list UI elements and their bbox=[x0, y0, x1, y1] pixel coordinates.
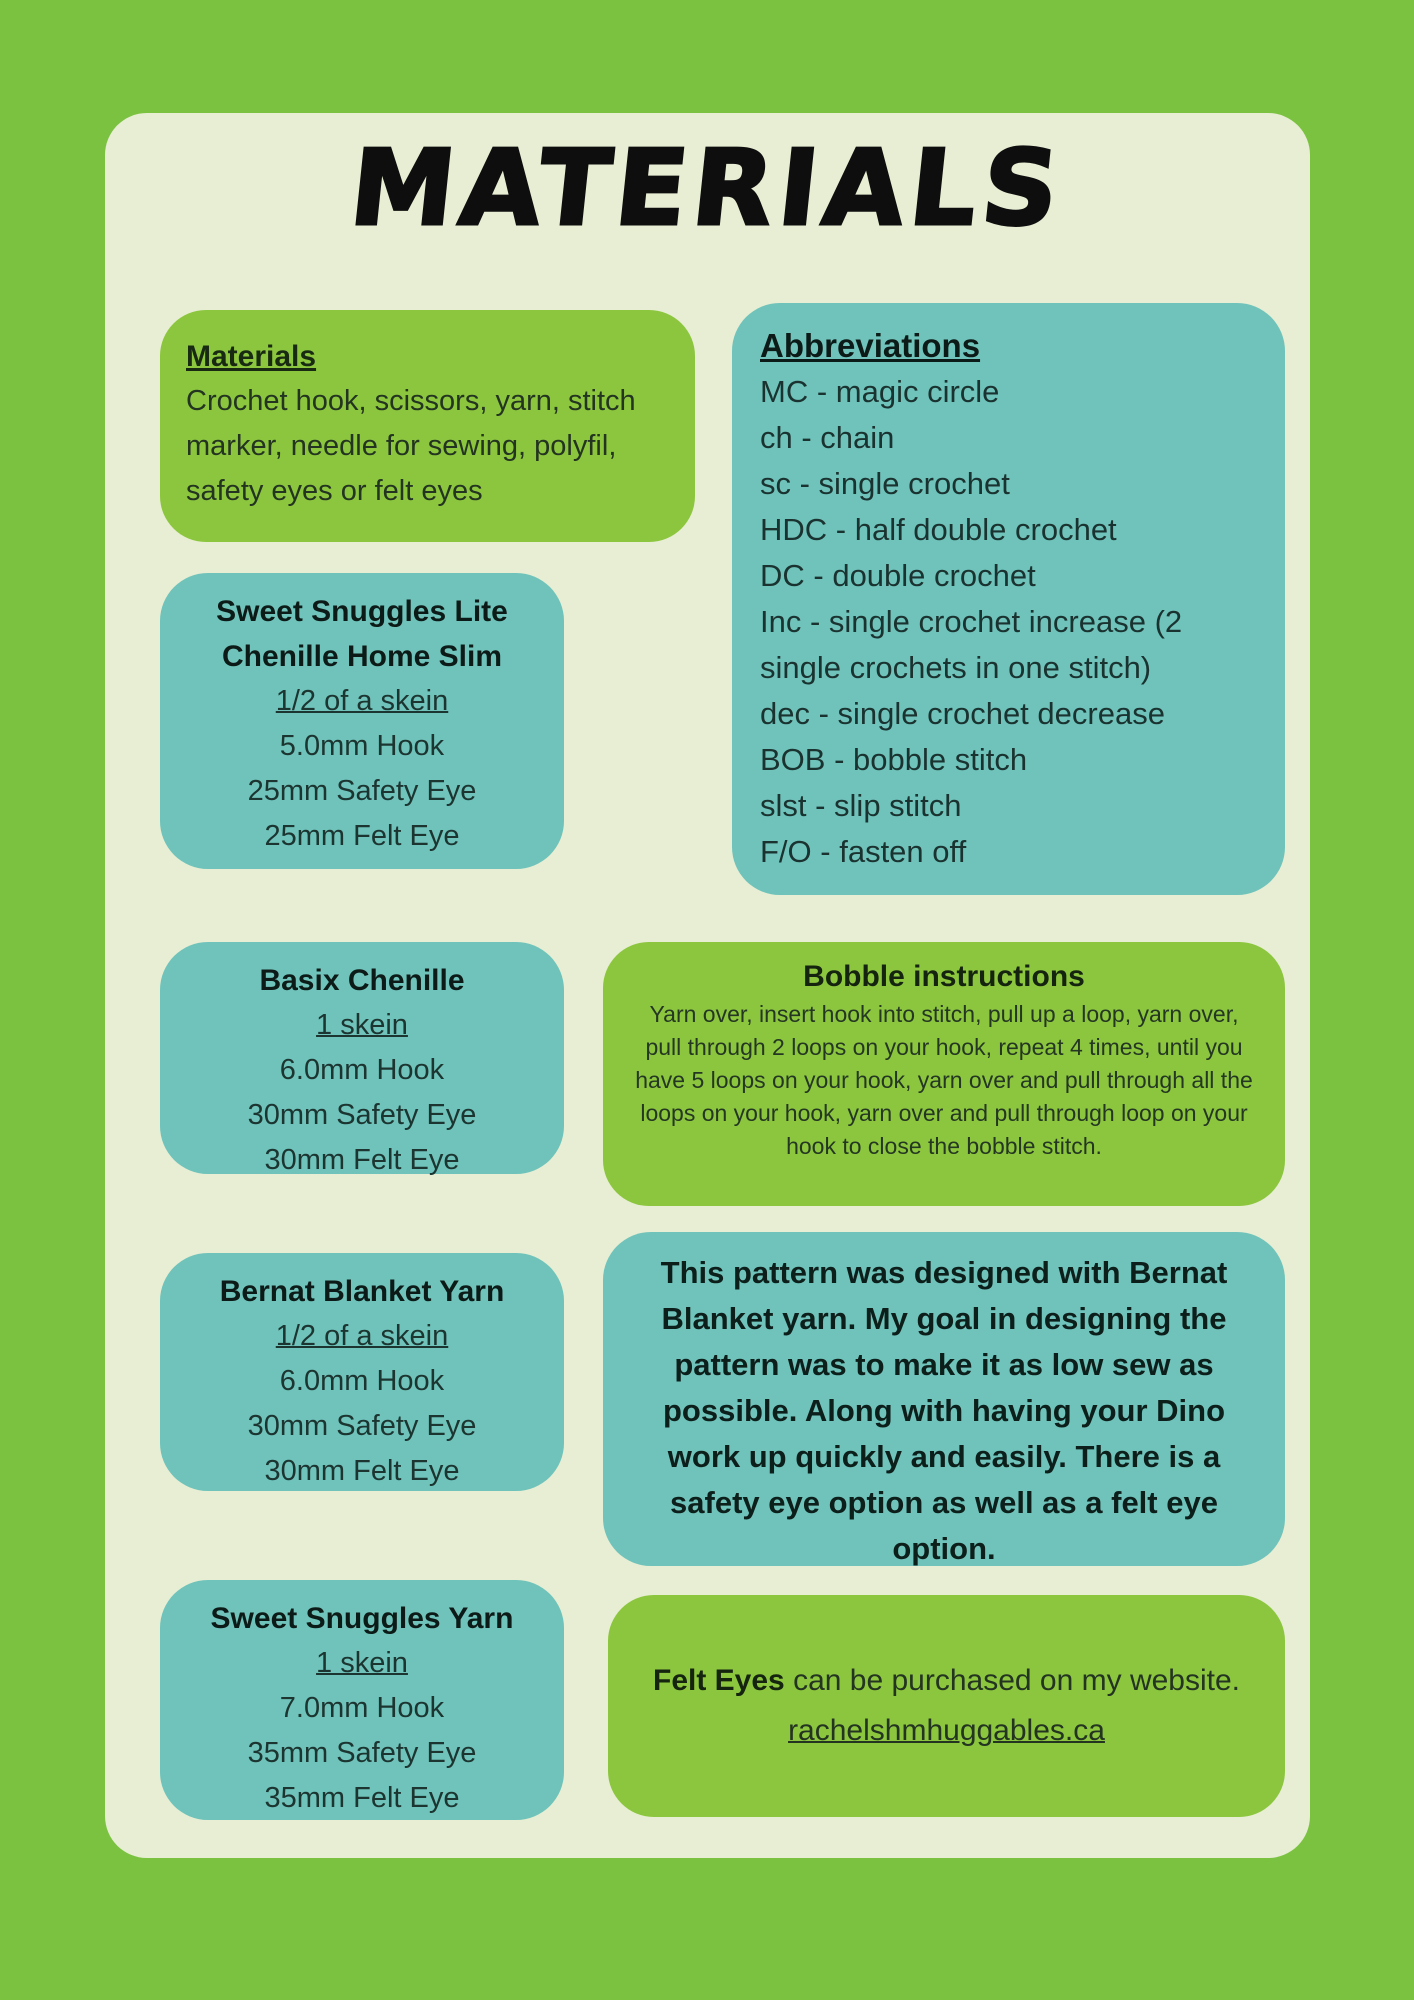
yarn-felt-eye: 30mm Felt Eye bbox=[264, 1144, 460, 1176]
yarn-box-title: Sweet Snuggles Lite Chenille Home Slim bbox=[216, 595, 508, 673]
yarn-amount: 1 skein bbox=[316, 1009, 408, 1041]
yarn-box-title: Basix Chenille bbox=[259, 964, 465, 997]
abbreviation-item: sc - single crochet bbox=[760, 466, 1010, 501]
materials-box-body: Crochet hook, scissors, yarn, stitch marker, needle for sewing, polyfil, safety eyes or felt eyes bbox=[186, 385, 636, 507]
abbreviation-item: F/O - fasten off bbox=[760, 834, 967, 869]
felt-eyes-box bbox=[608, 1595, 1285, 1817]
yarn-hook-size: 7.0mm Hook bbox=[279, 1692, 445, 1724]
abbreviation-item: Inc - single crochet increase (2 single crochets in one stitch) bbox=[760, 604, 1183, 685]
yarn-safety-eye: 30mm Safety Eye bbox=[247, 1410, 477, 1442]
felt-eyes-label: Felt Eyes bbox=[653, 1664, 785, 1697]
yarn-felt-eye: 25mm Felt Eye bbox=[264, 820, 460, 852]
yarn-hook-size: 6.0mm Hook bbox=[279, 1054, 445, 1086]
yarn-felt-eye: 30mm Felt Eye bbox=[264, 1455, 460, 1487]
abbreviation-item: MC - magic circle bbox=[760, 374, 1000, 409]
bobble-instructions-body: Yarn over, insert hook into stitch, pull up a loop, yarn over, pull through 2 loops on your hook, repeat 4 times, until you have 5 loops on your hook, yarn over and pull through all the loops on your hook, yarn over and pull through loop on your hook to close the bobble stitch. bbox=[635, 1001, 1253, 1159]
bobble-instructions-box bbox=[603, 942, 1285, 1206]
yarn-felt-eye: 35mm Felt Eye bbox=[264, 1782, 460, 1814]
yarn-box-basix-chenille bbox=[160, 942, 564, 1174]
pattern-note-box bbox=[603, 1232, 1285, 1566]
abbreviations-title: Abbreviations bbox=[760, 327, 981, 364]
yarn-amount: 1 skein bbox=[316, 1647, 408, 1679]
page-title: MATERIALS bbox=[344, 127, 1071, 249]
yarn-box-title: Bernat Blanket Yarn bbox=[219, 1275, 505, 1308]
abbreviation-item: ch - chain bbox=[760, 420, 895, 455]
felt-eyes-text: can be purchased on my website. bbox=[784, 1664, 1240, 1697]
page-panel bbox=[105, 113, 1310, 1858]
materials-box-title: Materials bbox=[186, 340, 317, 373]
abbreviation-item: slst - slip stitch bbox=[760, 788, 962, 823]
yarn-amount: 1/2 of a skein bbox=[275, 1320, 449, 1352]
abbreviation-item: dec - single crochet decrease bbox=[760, 696, 1165, 731]
yarn-box-sweet-snuggles-lite bbox=[160, 573, 564, 869]
abbreviation-item: HDC - half double crochet bbox=[760, 512, 1117, 547]
pattern-note-text: This pattern was designed with Bernat Blanket yarn. My goal in designing the pattern was to make it as low sew as possible. Along with having your Dino work up quickly and easily. There is a safety eye option as well as a felt eye option. bbox=[660, 1255, 1228, 1566]
felt-eyes-line bbox=[608, 1656, 1285, 1706]
yarn-box-bernat-blanket bbox=[160, 1253, 564, 1491]
yarn-hook-size: 6.0mm Hook bbox=[279, 1365, 445, 1397]
yarn-safety-eye: 25mm Safety Eye bbox=[247, 775, 477, 807]
website-line bbox=[608, 1706, 1285, 1756]
website-link[interactable]: rachelshmhuggables.ca bbox=[788, 1714, 1105, 1747]
materials-box bbox=[160, 310, 695, 542]
yarn-safety-eye: 35mm Safety Eye bbox=[247, 1737, 477, 1769]
abbreviation-item: BOB - bobble stitch bbox=[760, 742, 1028, 777]
yarn-box-sweet-snuggles-yarn bbox=[160, 1580, 564, 1820]
abbreviations-box bbox=[732, 303, 1285, 895]
yarn-safety-eye: 30mm Safety Eye bbox=[247, 1099, 477, 1131]
abbreviation-item: DC - double crochet bbox=[760, 558, 1036, 593]
yarn-amount: 1/2 of a skein bbox=[275, 685, 449, 717]
yarn-hook-size: 5.0mm Hook bbox=[279, 730, 445, 762]
yarn-box-title: Sweet Snuggles Yarn bbox=[210, 1602, 514, 1635]
bobble-instructions-title: Bobble instructions bbox=[803, 960, 1085, 993]
